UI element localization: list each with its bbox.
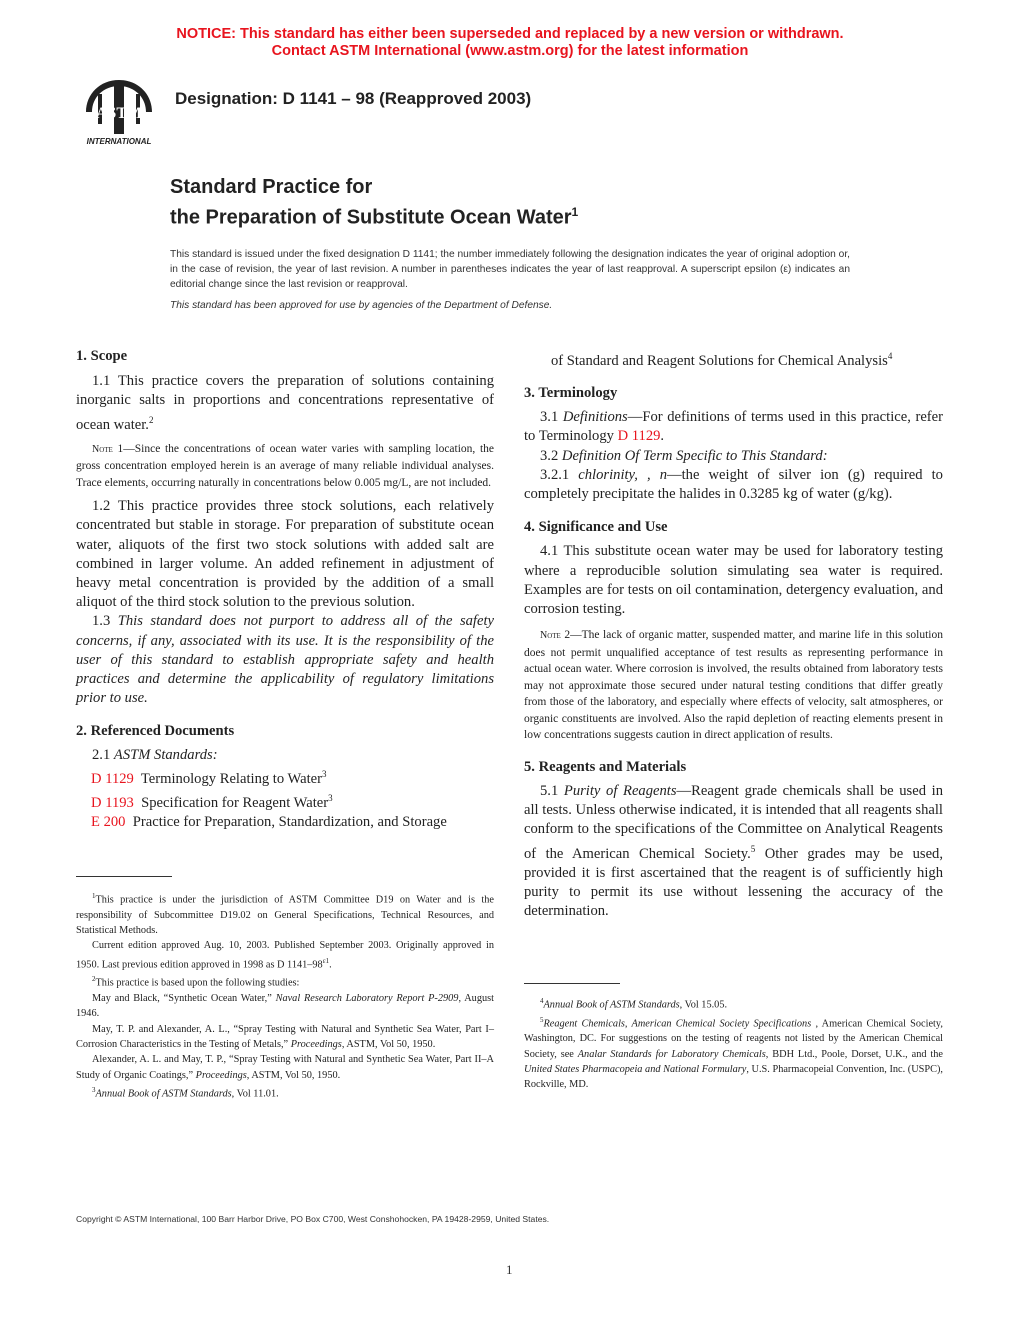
para-1-2: 1.2 This practice provides three stock solutions, each relatively concentrated but stable in storage. For preparation of substitute ocean water, aliquots of the first two stock solutions with added salt are combined in larger volume. An added refinement in adjustment of heavy metal concentration is provided by the addition of a small aliquot of the third stock solution to the previous solution. xyxy=(76,498,494,611)
title-footnote-ref[interactable]: 1 xyxy=(571,205,579,219)
footnote-5: $^5$Reagent Chemicals, American Chemical Society Specifications , American Chemical Society, Washington, DC. For suggestions on the testing of reagents not listed by the American Chemical Society, see Analar Standards for Laboratory Chemicals, BDH Ltd., Poole, Dorset, U.K., and the United States Pharmacopeia and National Formulary, U.S. Pharmacopeial Convention, Inc. (USPC), Rockville, MD. xyxy=(524,1015,944,1091)
para-4-1: 4.1 This substitute ocean water may be used for laboratory testing where a reproducible solution simulating sea water is required. Examples are for tests on oil contamination, detergency evaluation, and corrosion testing. xyxy=(524,543,943,618)
dod-approval: This standard has been approved for use by agencies of the Department of Defense. xyxy=(170,300,553,311)
section-2-heading: 2. Referenced Documents xyxy=(76,723,235,740)
designation: Designation: D 1141 – 98 (Reapproved 2003) xyxy=(175,89,532,108)
section-5-heading: 5. Reagents and Materials xyxy=(524,758,687,775)
footnote-rule-left xyxy=(76,876,172,877)
study-2: May, T. P. and Alexander, A. L., “Spray Testing with Natural and Synthetic Sea Water, Part I–Corrosion Characteristics in the Testing of Metals,” Proceedings, ASTM, Vol 50, 1950. xyxy=(76,1023,494,1050)
footnote-1-edition: Current edition approved Aug. 10, 2003. Published September 2003. Originally approved in 1950. Last previous edition approved in 1998 as D $1141-98^{\varepsilon 1}$. xyxy=(76,940,494,971)
footnote-3: $^3$Annual Book of ASTM Standards, Vol 11.01. xyxy=(92,1085,279,1100)
section-4-heading: 4. Significance and Use xyxy=(524,519,668,536)
para-3-1: 3.1 Definitions—For definitions of terms used in this practice, refer to Terminology D 1129. xyxy=(524,409,943,445)
title-line-2: the Preparation of Substitute Ocean Water$^1$ xyxy=(170,205,579,229)
copyright-notice: Copyright © ASTM International, 100 Barr Harbor Drive, PO Box C700, West Conshohocken, PA 19428-2959, United States. xyxy=(76,1214,550,1224)
para-2-1: 2.1 ASTM Standards: xyxy=(92,746,218,763)
note-1: Note 1—Since the concentrations of ocean water varies with sampling location, the gross concentration employed herein is an average of many reliable individual analyses. Trace elements, occurring naturally in concentrations below 0.005 mg/L, are not included. xyxy=(76,442,495,489)
para-3-2: 3.2 Definition Of Term Specific to This Standard: xyxy=(540,447,828,464)
ref-link-d1193[interactable]: D 1193 xyxy=(91,794,134,811)
notice-line-1: NOTICE: This standard has either been superseded and replaced by a new version or withdrawn. xyxy=(176,26,844,42)
study-1: May and Black, “Synthetic Ocean Water,” Naval Research Laboratory Report P-2909, August 1946. xyxy=(76,993,494,1020)
footnotes-right xyxy=(524,994,943,1093)
issuance-statement: This standard is issued under the fixed designation D 1141; the number immediately following the designation indicates the year of original adoption or, in the case of revision, the year of last revision. A number in parentheses indicates the year of last reapproval. A superscript epsilon (ε) indicates an editorial change since the last revision or reapproval. xyxy=(170,249,850,290)
title-line-1: Standard Practice for xyxy=(170,176,373,198)
logo-subtext: INTERNATIONAL xyxy=(86,137,152,146)
astm-logo xyxy=(78,76,160,148)
para-1-1: 1.1 This practice covers the preparation of solutions containing inorganic salts in proportions and concentrations representative of ocean water.$^2$ xyxy=(76,373,494,433)
section-3-heading: 3. Terminology xyxy=(524,385,618,402)
note-2: Note 2—The lack of organic matter, suspended matter, and marine life in this solution does not permit unqualified acceptance of test results as representing performance in actual ocean water. Where corrosion is involved, the results obtained from laboratory tests may not approximate those secured under natural testing conditions that differ greatly from those of the laboratory, and especially where effects of velocity, salt atmospheres, or organic constituents are involved. Also the rapid depletion of reacting elements present in low concentrations suggests caution in direct application of results. xyxy=(524,629,943,742)
logo-letters: ASTM xyxy=(95,105,143,122)
footnote-2: $^2$This practice is based upon the following studies: xyxy=(92,975,300,989)
ref-link-d1129-terminology[interactable]: D 1129 xyxy=(617,428,661,445)
ref-e200-continued: of Standard and Reagent Solutions for Chemical Analysis$^4$ xyxy=(551,351,893,369)
section-1-heading: 1. Scope xyxy=(76,348,128,364)
document-title xyxy=(170,175,578,231)
footnote-1: $^1$This practice is under the jurisdiction of ASTM Committee D19 on Water and is the responsibility of Subcommittee D19.02 on General Specifications, Technical Resources, and Statistical Methods. xyxy=(76,892,494,937)
ref-e200: E 200 Practice for Preparation, Standardization, and Storage xyxy=(91,813,447,830)
withdrawal-notice xyxy=(0,26,1020,60)
para-3-2-1: 3.2.1 chlorinity, , n—the weight of silver ion (g) required to completely precipitate the halides in 0.3285 kg of water (g/kg). xyxy=(524,466,943,503)
para-1-3: 1.3 This standard does not purport to address all of the safety concerns, if any, associated with its use. It is the responsibility of the user of this standard to establish appropriate safety and health practices and determine the applicability of regulatory limitations prior to use. xyxy=(76,613,494,707)
notice-line-2: Contact ASTM International (www.astm.org) for the latest information xyxy=(271,43,749,59)
right-column xyxy=(524,347,943,921)
ref-d1193: D 1193 Specification for Reagent Water$^3$ xyxy=(91,792,333,811)
left-column xyxy=(76,347,494,832)
footnote-rule-right xyxy=(524,983,620,984)
footnote-4: $^4$Annual Book of ASTM Standards, Vol 15.05. xyxy=(540,997,728,1011)
ref-link-d1129[interactable]: D 1129 xyxy=(91,770,134,787)
footnotes-left xyxy=(76,889,494,1102)
ref-link-e200[interactable]: E 200 xyxy=(91,813,126,830)
ref-d1129: D 1129 Terminology Relating to Water$^3$ xyxy=(91,768,327,787)
page-number: 1 xyxy=(506,1262,513,1277)
study-3: Alexander, A. L. and May, T. P., “Spray Testing with Natural and Synthetic Sea Water, Part II–A Study of Organic Coatings,” Proceedings, ASTM, Vol 50, 1950. xyxy=(76,1054,494,1081)
para-5-1: 5.1 Purity of Reagents—Reagent grade chemicals shall be used in all tests. Unless otherwise indicated, it is intended that all reagents shall conform to the specifications of the Committee on Analytical Reagents of the American Chemical Society.$^5$ Other grades may be used, provided it is first ascertained that the reagent is of sufficiently high purity to permit its use without lessening the accuracy of the determination. xyxy=(524,783,944,920)
